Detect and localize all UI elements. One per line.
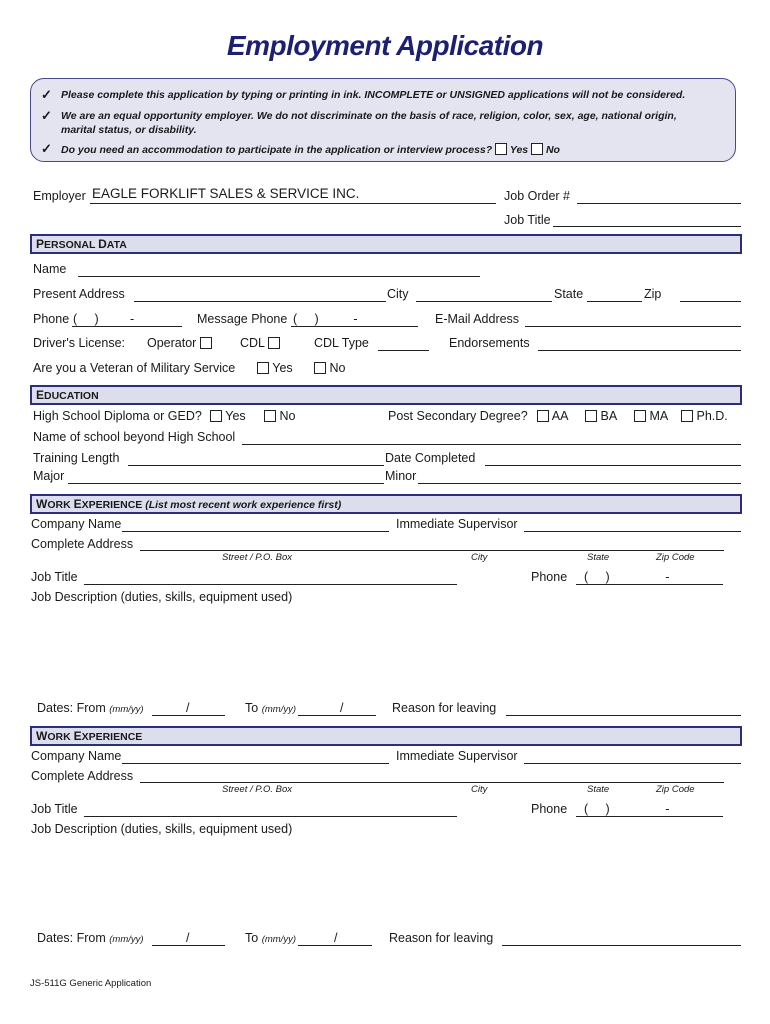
company-name-label: Company Name	[31, 517, 122, 531]
present-address-field[interactable]	[134, 301, 386, 302]
accommodation-yes-checkbox[interactable]	[495, 143, 507, 155]
post-secondary-label: Post Secondary Degree?	[388, 409, 528, 423]
company-name-label: Company Name	[31, 749, 122, 763]
present-address-label: Present Address	[33, 287, 125, 301]
diploma-yes-checkbox[interactable]	[210, 410, 222, 422]
degree-ba-option: BA	[585, 409, 617, 423]
supervisor-field[interactable]	[524, 531, 741, 532]
job-title-label: Job Title	[31, 802, 78, 816]
state-field[interactable]	[587, 301, 642, 302]
diploma-label: High School Diploma or GED?	[33, 409, 202, 423]
city-field[interactable]	[416, 301, 552, 302]
education-header: EDUCATION	[30, 385, 742, 405]
accommodation-no-checkbox[interactable]	[531, 143, 543, 155]
message-phone-label: Message Phone	[197, 312, 288, 326]
degree-ma-checkbox[interactable]	[634, 410, 646, 422]
phone-field[interactable]	[576, 816, 723, 817]
zip-label: Zip	[644, 287, 662, 301]
diploma-no-option: No	[264, 409, 295, 423]
veteran-yes-checkbox[interactable]	[257, 362, 269, 374]
employer-label: Employer	[33, 189, 86, 203]
training-length-label: Training Length	[33, 451, 120, 465]
check-icon: ✓	[41, 141, 52, 156]
operator-checkbox[interactable]	[200, 337, 212, 349]
job-title-label: Job Title	[31, 570, 78, 584]
operator-option: Operator	[147, 336, 212, 350]
email-field[interactable]	[525, 326, 741, 327]
employer-value: EAGLE FORKLIFT SALES & SERVICE INC.	[92, 186, 360, 201]
job-title-field[interactable]	[553, 226, 741, 227]
zip-sublabel: Zip Code	[656, 784, 695, 795]
supervisor-label: Immediate Supervisor	[396, 517, 518, 531]
check-icon: ✓	[41, 108, 52, 123]
degree-phd-option: Ph.D.	[681, 409, 728, 423]
work-experience-header-1: WORK EXPERIENCE (List most recent work experience first)	[30, 494, 742, 514]
job-title-field[interactable]	[84, 584, 457, 585]
name-field[interactable]	[78, 276, 480, 277]
complete-address-label: Complete Address	[31, 769, 134, 783]
reason-leaving-label: Reason for leaving	[392, 701, 497, 715]
major-label: Major	[33, 469, 65, 483]
work-experience-header-2: WORK EXPERIENCE	[30, 726, 742, 746]
phone-mask: ( ) -	[584, 570, 670, 584]
dates-from-label: Dates: From (mm/yy)	[37, 931, 144, 945]
job-description-label: Job Description (duties, skills, equipment used)	[31, 822, 293, 836]
date-to-field[interactable]	[298, 945, 372, 946]
endorsements-field[interactable]	[538, 350, 741, 351]
diploma-yes-option: Yes	[210, 409, 246, 423]
date-to-label: To (mm/yy)	[245, 931, 296, 945]
veteran-yes-option: Yes	[257, 361, 293, 375]
degree-ma-option: MA	[634, 409, 668, 423]
complete-address-field[interactable]	[140, 782, 724, 783]
veteran-label: Are you a Veteran of Military Service	[33, 361, 236, 375]
job-order-field[interactable]	[577, 203, 741, 204]
state-sublabel: State	[587, 784, 610, 795]
degree-ba-checkbox[interactable]	[585, 410, 597, 422]
email-label: E-Mail Address	[435, 312, 520, 326]
phone-label: Phone	[531, 570, 568, 584]
date-to-slash: /	[340, 701, 344, 715]
state-label: State	[554, 287, 584, 301]
state-sublabel: State	[587, 552, 610, 563]
street-sublabel: Street / P.O. Box	[222, 552, 293, 563]
date-to-field[interactable]	[298, 715, 376, 716]
date-completed-label: Date Completed	[385, 451, 476, 465]
phone-mask: ( ) -	[73, 312, 135, 326]
diploma-no-checkbox[interactable]	[264, 410, 276, 422]
phone-mask: ( ) -	[584, 802, 670, 816]
city-sublabel: City	[471, 552, 488, 563]
date-from-field[interactable]	[152, 945, 225, 946]
phone-field[interactable]	[576, 584, 723, 585]
drivers-license-label: Driver's License:	[33, 336, 125, 350]
message-phone-mask: ( ) -	[293, 312, 358, 326]
school-beyond-field[interactable]	[242, 444, 741, 445]
employer-field[interactable]	[90, 203, 496, 204]
company-name-field[interactable]	[122, 531, 389, 532]
phone-label: Phone	[33, 312, 70, 326]
veteran-no-option: No	[314, 361, 345, 375]
name-label: Name	[33, 262, 67, 276]
date-from-field[interactable]	[152, 715, 225, 716]
reason-leaving-label: Reason for leaving	[389, 931, 494, 945]
zip-field[interactable]	[680, 301, 741, 302]
job-title-field[interactable]	[84, 816, 457, 817]
job-order-label: Job Order #	[504, 189, 571, 203]
phone-label: Phone	[531, 802, 568, 816]
supervisor-field[interactable]	[524, 763, 741, 764]
complete-address-field[interactable]	[140, 550, 724, 551]
veteran-no-checkbox[interactable]	[314, 362, 326, 374]
date-from-slash: /	[186, 931, 190, 945]
cdl-type-field[interactable]	[378, 350, 429, 351]
minor-field[interactable]	[418, 483, 741, 484]
degree-aa-option: AA	[537, 409, 568, 423]
city-label: City	[387, 287, 409, 301]
reason-leaving-field[interactable]	[502, 945, 741, 946]
instructions-box: ✓ Please complete this application by typing or printing in ink. INCOMPLETE or UNSIGNED applications will not be considered. ✓ We are an equal opportunity employer. We do not discriminate on the basis of race, religion, color, sex, age, national origin, marital status, or disability. ✓ Do you need an accommodation to participate in the application or interview process? Yes No	[30, 78, 736, 162]
phone-field[interactable]	[72, 326, 182, 327]
reason-leaving-field[interactable]	[506, 715, 741, 716]
date-to-label: To (mm/yy)	[245, 701, 296, 715]
cdl-type-label: CDL Type	[314, 336, 369, 350]
city-sublabel: City	[471, 784, 488, 795]
major-field[interactable]	[68, 483, 384, 484]
school-beyond-label: Name of school beyond High School	[33, 430, 236, 444]
zip-sublabel: Zip Code	[656, 552, 695, 563]
degree-phd-checkbox[interactable]	[681, 410, 693, 422]
training-length-field[interactable]	[128, 465, 384, 466]
job-title-label: Job Title	[504, 213, 551, 227]
endorsements-label: Endorsements	[449, 336, 530, 350]
degree-aa-checkbox[interactable]	[537, 410, 549, 422]
check-icon: ✓	[41, 87, 52, 102]
dates-from-label: Dates: From (mm/yy)	[37, 701, 144, 715]
date-to-slash: /	[334, 931, 338, 945]
supervisor-label: Immediate Supervisor	[396, 749, 518, 763]
complete-address-label: Complete Address	[31, 537, 134, 551]
message-phone-field[interactable]	[291, 326, 418, 327]
company-name-field[interactable]	[122, 763, 389, 764]
street-sublabel: Street / P.O. Box	[222, 784, 293, 795]
cdl-option: CDL	[240, 336, 280, 350]
job-description-label: Job Description (duties, skills, equipment used)	[31, 590, 293, 604]
date-completed-field[interactable]	[485, 465, 741, 466]
date-from-slash: /	[186, 701, 190, 715]
personal-data-header: PERSONAL DATA	[30, 234, 742, 254]
form-id-footer: JS-511G Generic Application	[30, 978, 152, 989]
page-title: Employment Application	[226, 30, 544, 61]
minor-label: Minor	[385, 469, 417, 483]
cdl-checkbox[interactable]	[268, 337, 280, 349]
